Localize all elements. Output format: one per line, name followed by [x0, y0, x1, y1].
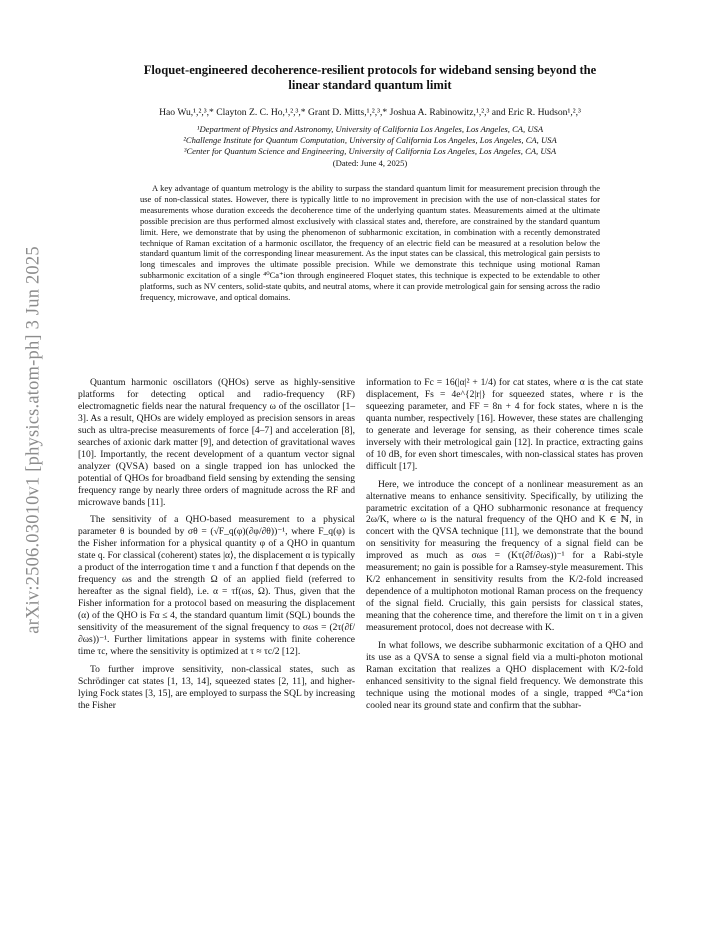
arxiv-identifier: arXiv:2506.03010v1 [physics.atom-ph] 3 Jun 2025 [23, 246, 44, 634]
right-column [366, 377, 643, 718]
dated-line: (Dated: June 4, 2025) [332, 157, 408, 168]
left-column [78, 377, 355, 718]
paragraph: To further improve sensitivity, non-classical states, such as Schrödinger cat states [1, 13, 14], squeezed states [2, 11], and higher-lying Fock states [3, 15], are employed to surpass the SQL by increasing the Fisher [78, 663, 355, 711]
paper-title [70, 63, 670, 93]
arxiv-sidebar [20, 205, 48, 675]
author-list: Hao Wu,¹,²,³,* Clayton Z. C. Ho,¹,²,³,* Grant D. Mitts,¹,²,³,* Joshua A. Rabinowitz,¹,²,³ and Eric R. Hudson¹,²,³ [159, 107, 581, 118]
paragraph: In what follows, we describe subharmonic excitation of a QHO and its use as a QVSA to sense a signal field via a multi-photon motional Raman excitation that realizes a QHO displacement with K/2-fold enhanced sensitivity to the signal field frequency. We demonstrate this technique using the motional modes of a single, trapped ⁴⁰Ca⁺ion cooled near its ground state and confirm that the subhar- [366, 640, 643, 711]
paragraph: The sensitivity of a QHO-based measurement to a physical parameter θ is bounded by σθ = (√F_q(φ)(∂φ/∂θ))⁻¹, where F_q(φ) is the Fisher information for a physical quantity φ of a QHO in quantum state q. For classical (coherent) states |α⟩, the displacement α is typically a product of the interrogation time τ and a function f that depends on the frequency ωs and the strength Ω of an applied field (referred to hereafter as the signal field), i.e. α = τf(ωs, Ω). Thus, given that the Fisher information for a protocol based on measuring the displacement (α) of the QHO is Fα ≤ 4, the standard quantum limit (SQL) bounds the sensitivity of the measurement of the signal frequency to σωs = (2τ(∂f/∂ωs))⁻¹. Further limitations appear in systems with finite coherence time τc, where the sensitivity is optimized at τ ≈ τc/2 [12]. [78, 514, 355, 657]
paragraph: information to Fc = 16(|α|² + 1/4) for cat states, where α is the cat state displacement, Fs = 4e^{2|r|} for squeezed states, where r is the squeezing parameter, and FF = 8n + 4 for fock states, where n is the quanta number, respectively [16]. However, these states are challenging to generate and leverage for sensing, as their coherence times scale inversely with their metrological gain [12]. In practice, extracting gains of 10 dB, for even short timescales, with non-classical states has proven difficult [17]. [366, 377, 643, 472]
title-line: linear standard quantum limit [288, 78, 452, 92]
paragraph: Here, we introduce the concept of a nonlinear measurement as an alternative means to enhance sensitivity. Specifically, by utilizing the parametric excitation of a QHO subharmonic resonance at frequency 2ω/K, where ω is the natural frequency of the QHO and K ∈ ℕ, in concert with the QVSA technique [11], we demonstrate that the bound on sensitivity for measuring the frequency of a signal field can be improved as much as σωs = (Kτ(∂f/∂ωs))⁻¹ for a Rabi-style measurement; no gain is possible for a Ramsey-style measurement. This K/2 enhancement in sensitivity results from the K/2-fold increased dependence of a multiphoton motional Raman process on the frequency of the signal field. Crucially, this gain persists for classical states, meaning that the coherence time, and therefore the limit on τ in a given measurement protocol, does not decrease with K. [366, 478, 643, 634]
affiliation: ³Center for Quantum Science and Engineering, University of California Los Angeles, Los Angeles, CA, USA [183, 146, 557, 157]
affiliation: ²Challenge Institute for Quantum Computation, University of California Los Angeles, Los Angeles, CA, USA [183, 135, 557, 146]
paragraph: Quantum harmonic oscillators (QHOs) serve as highly-sensitive platforms for detecting optical and radio-frequency (RF) electromagnetic fields near the natural frequency ω of the oscillator [1–3]. As a result, QHOs are widely employed as precision sensors in areas such as ultra-precise measurements of force [4–7] and acceleration [8], searches of axionic dark matter [9], and detection of gravitational waves [10]. Importantly, the recent development of a quantum vector signal analyzer (QVSA) based on a single trapped ion has unlocked the potential of QHOs for broadband field sensing by extending the sensing frequency range by nearly three orders of magnitude across the RF and microwave bands [11]. [78, 377, 355, 508]
affiliation: ¹Department of Physics and Astronomy, University of California Los Angeles, Los Angeles, CA, USA [196, 124, 544, 134]
affiliations [70, 124, 670, 169]
title-line: Floquet-engineered decoherence-resilient protocols for wideband sensing beyond the [143, 63, 597, 77]
abstract: A key advantage of quantum metrology is the ability to surpass the standard quantum limit for measurement precision through the use of non-classical states. However, there is typically little to no improvement in precision with the use of non-classical states for measurements whose duration exceeds the decoherence time of the underlying quantum states. Measurements aimed at the ultimate possible precision are thus performed almost exclusively with classical states and, therefore, are constrained by the standard quantum limit. Here, we demonstrate that by using the phenomenon of subharmonic excitation, in combination with a recently demonstrated technique of Raman excitation of a harmonic oscillator, the frequency of an electric field can be measured at a resolution below the standard quantum limit of the corresponding linear measurement. As the input states can be classical, this metrological gain persists to long timescales and improves the ultimate possible precision. While we demonstrate this technique using motional Raman subharmonic excitation of a single ⁴⁰Ca⁺ion through engineered Floquet states, this technique is expected to be extendable to other platforms, such as NV centers, solid-state qubits, and neutral atoms, where it can provide metrological gain for sensing across the radio frequency, microwave, and optical domains. [140, 183, 600, 303]
